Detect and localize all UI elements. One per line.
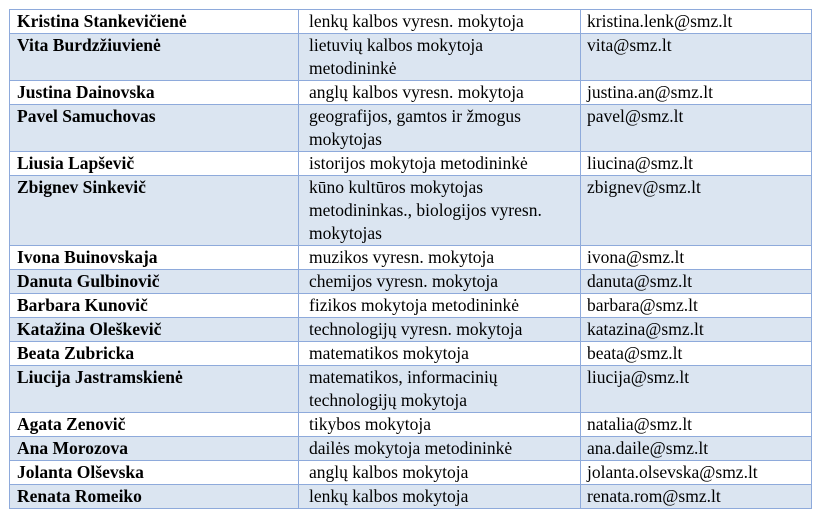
table-row: [10, 81, 812, 105]
staff-role: matematikos, informacinių technologijų mokytoja: [299, 366, 581, 413]
staff-email[interactable]: kristina.lenk@smz.lt: [581, 10, 812, 34]
staff-name: Kristina Stankevičienė: [10, 10, 299, 34]
staff-name: Katažina Oleškevič: [10, 318, 299, 342]
table-row: [10, 485, 812, 509]
staff-email[interactable]: katazina@smz.lt: [581, 318, 812, 342]
staff-role: lenkų kalbos vyresn. mokytoja: [299, 10, 581, 34]
staff-name: Liusia Lapševič: [10, 152, 299, 176]
staff-email[interactable]: zbignev@smz.lt: [581, 176, 812, 246]
staff-role: muzikos vyresn. mokytoja: [299, 246, 581, 270]
table-row: [10, 294, 812, 318]
table-row: [10, 176, 812, 246]
table-row: [10, 318, 812, 342]
staff-role: geografijos, gamtos ir žmogus mokytojas: [299, 105, 581, 152]
staff-name: Jolanta Olševska: [10, 461, 299, 485]
table-row: [10, 105, 812, 152]
table-row: [10, 342, 812, 366]
staff-role: fizikos mokytoja metodininkė: [299, 294, 581, 318]
table-row: [10, 246, 812, 270]
staff-email[interactable]: barbara@smz.lt: [581, 294, 812, 318]
table-row: [10, 270, 812, 294]
table-row: [10, 461, 812, 485]
staff-name: Liucija Jastramskienė: [10, 366, 299, 413]
staff-name: Ivona Buinovskaja: [10, 246, 299, 270]
table-row: [10, 413, 812, 437]
staff-role: lenkų kalbos mokytoja: [299, 485, 581, 509]
staff-email[interactable]: natalia@smz.lt: [581, 413, 812, 437]
staff-email[interactable]: vita@smz.lt: [581, 34, 812, 81]
staff-name: Danuta Gulbinovič: [10, 270, 299, 294]
staff-role: dailės mokytoja metodininkė: [299, 437, 581, 461]
staff-name: Zbignev Sinkevič: [10, 176, 299, 246]
staff-email[interactable]: danuta@smz.lt: [581, 270, 812, 294]
staff-name: Pavel Samuchovas: [10, 105, 299, 152]
staff-role: chemijos vyresn. mokytoja: [299, 270, 581, 294]
staff-name: Renata Romeiko: [10, 485, 299, 509]
staff-table-body: [10, 10, 812, 509]
table-row: [10, 437, 812, 461]
staff-role: anglų kalbos mokytoja: [299, 461, 581, 485]
table-row: [10, 152, 812, 176]
staff-email[interactable]: ana.daile@smz.lt: [581, 437, 812, 461]
staff-name: Ana Morozova: [10, 437, 299, 461]
staff-email[interactable]: liucina@smz.lt: [581, 152, 812, 176]
table-row: [10, 34, 812, 81]
staff-role: lietuvių kalbos mokytoja metodininkė: [299, 34, 581, 81]
staff-email[interactable]: liucija@smz.lt: [581, 366, 812, 413]
staff-role: tikybos mokytoja: [299, 413, 581, 437]
staff-email[interactable]: pavel@smz.lt: [581, 105, 812, 152]
staff-email[interactable]: renata.rom@smz.lt: [581, 485, 812, 509]
staff-role: anglų kalbos vyresn. mokytoja: [299, 81, 581, 105]
staff-email[interactable]: ivona@smz.lt: [581, 246, 812, 270]
staff-email[interactable]: justina.an@smz.lt: [581, 81, 812, 105]
staff-contact-table: [9, 9, 812, 509]
staff-role: technologijų vyresn. mokytoja: [299, 318, 581, 342]
staff-email[interactable]: beata@smz.lt: [581, 342, 812, 366]
staff-role: kūno kultūros mokytojas metodininkas., biologijos vyresn. mokytojas: [299, 176, 581, 246]
table-row: [10, 366, 812, 413]
table-row: [10, 10, 812, 34]
staff-role: istorijos mokytoja metodininkė: [299, 152, 581, 176]
staff-name: Agata Zenovič: [10, 413, 299, 437]
staff-name: Beata Zubricka: [10, 342, 299, 366]
staff-name: Barbara Kunovič: [10, 294, 299, 318]
staff-email[interactable]: jolanta.olsevska@smz.lt: [581, 461, 812, 485]
staff-name: Justina Dainovska: [10, 81, 299, 105]
staff-name: Vita Burdzžiuvienė: [10, 34, 299, 81]
staff-role: matematikos mokytoja: [299, 342, 581, 366]
